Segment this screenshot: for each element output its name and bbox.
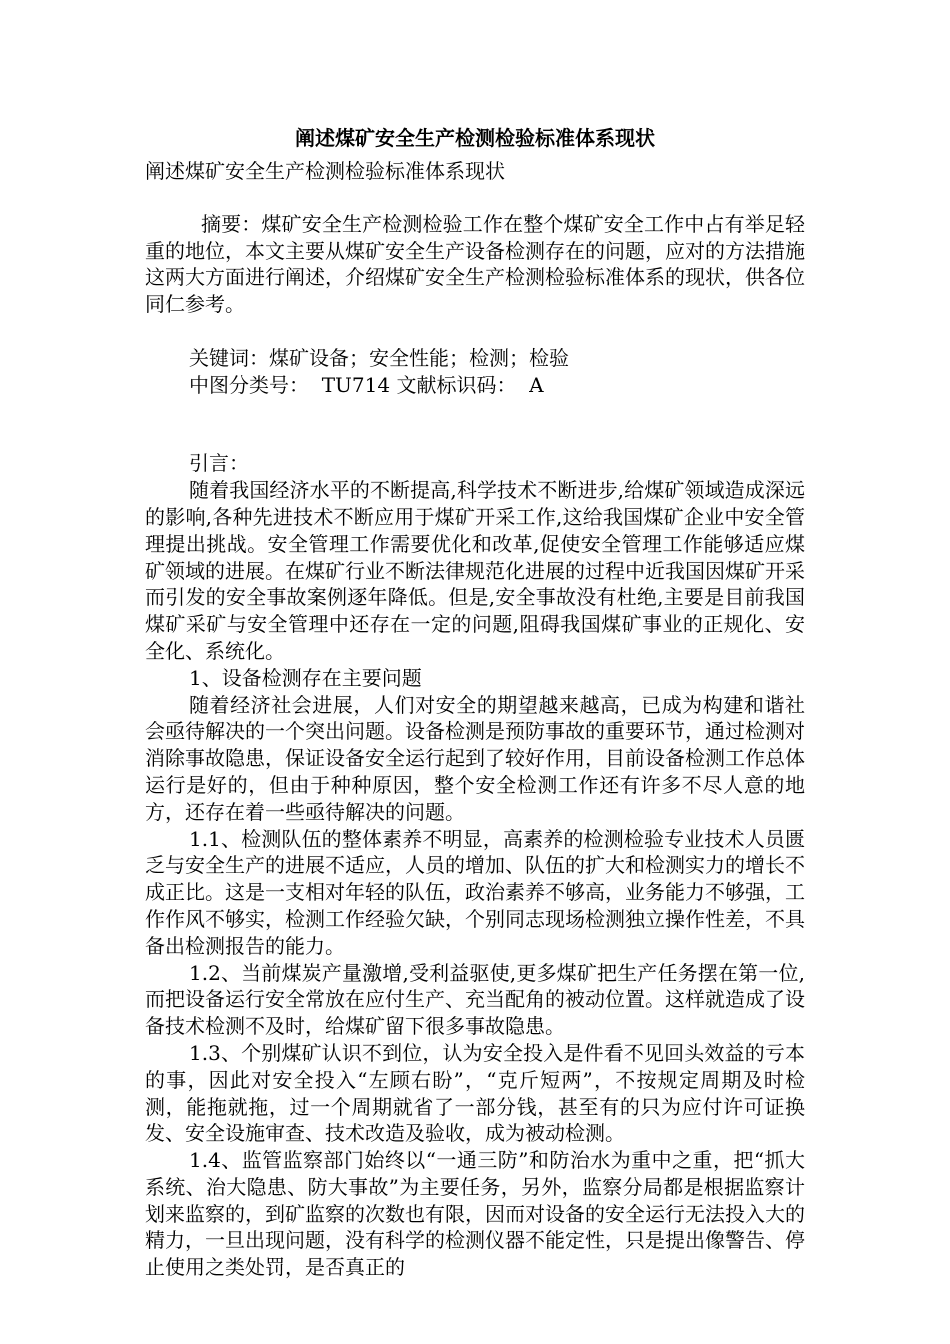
- classification-line: 中图分类号： TU714 文献标识码： A: [189, 372, 544, 397]
- keywords-line: 关键词：煤矿设备；安全性能；检测；检验: [189, 345, 569, 370]
- document-title: 阐述煤矿安全生产检测检验标准体系现状: [295, 126, 655, 150]
- intro-heading: 引言：: [189, 451, 249, 476]
- section-paragraph: 随着经济社会进展，人们对安全的期望越来越高，已成为构建和谐社会亟待解决的一个突出问题。设备检测是预防事故的重要环节，通过检测对消除事故隐患，保证设备安全运行起到了较好作用，目前设备检测工作总体运行是好的，但由于种种原因，整个安全检测工作还有许多不尽人意的地方，还存在着一些亟待解决的问题。: [145, 692, 805, 824]
- subsection-paragraph-1-1: 1.1、检测队伍的整体素养不明显，高素养的检测检验专业技术人员匮乏与安全生产的进展不适应，人员的增加、队伍的扩大和检测实力的增长不成正比。这是一支相对年轻的队伍，政治素养不够高，业务能力不够强，工作作风不够实，检测工作经验欠缺，个别同志现场检测独立操作性差，不具备出检测报告的能力。: [145, 826, 805, 958]
- abstract-paragraph: 摘要：煤矿安全生产检测检验工作在整个煤矿安全工作中占有举足轻重的地位，本文主要从煤矿安全生产设备检测存在的问题，应对的方法措施这两大方面进行阐述，介绍煤矿安全生产检测检验标准体系的现状，供各位同仁参考。: [145, 211, 805, 317]
- subsection-paragraph-1-2: 1.2、当前煤炭产量激增,受利益驱使,更多煤矿把生产任务摆在第一位,而把设备运行安全常放在应付生产、充当配角的被动位置。这样就造成了设备技术检测不及时，给煤矿留下很多事故隐患。: [145, 960, 805, 1039]
- subsection-paragraph-1-3: 1.3、个别煤矿认识不到位，认为安全投入是件看不见回头效益的亏本的事，因此对安全投入“左顾右盼”，“克斤短两”，不按规定周期及时检测，能拖就拖，过一个周期就省了一部分钱，甚至有的只为应付许可证换发、安全设施审查、技术改造及验收，成为被动检测。: [145, 1040, 805, 1146]
- intro-paragraph: 随着我国经济水平的不断提高,科学技术不断进步,给煤矿领域造成深远的影响,各种先进技术不断应用于煤矿开采工作,这给我国煤矿企业中安全管理提出挑战。安全管理工作需要优化和改革,促使安全管理工作能够适应煤矿领域的进展。在煤矿行业不断法律规范化进展的过程中近我国因煤矿开采而引发的安全事故案例逐年降低。但是,安全事故没有杜绝,主要是目前我国煤矿采矿与安全管理中还存在一定的问题,阻碍我国煤矿事业的正规化、安全化、系统化。: [145, 478, 805, 663]
- document-subtitle: 阐述煤矿安全生产检测检验标准体系现状: [145, 159, 505, 183]
- spacer: [145, 398, 805, 450]
- subsection-paragraph-1-4: 1.4、监管监察部门始终以“一通三防”和防治水为重中之重，把“抓大系统、治大隐患、防大事故”为主要任务，另外，监察分局都是根据监察计划来监察的，到矿监察的次数也有限，因而对设备的安全运行无法投入大的精力，一旦出现问题，没有科学的检测仪器不能定性，只是提出像警告、停止使用之类处罚，是否真正的: [145, 1148, 805, 1280]
- section-heading: 1、设备检测存在主要问题: [189, 665, 422, 690]
- spacer: [145, 318, 805, 345]
- document-page: [145, 118, 805, 1281]
